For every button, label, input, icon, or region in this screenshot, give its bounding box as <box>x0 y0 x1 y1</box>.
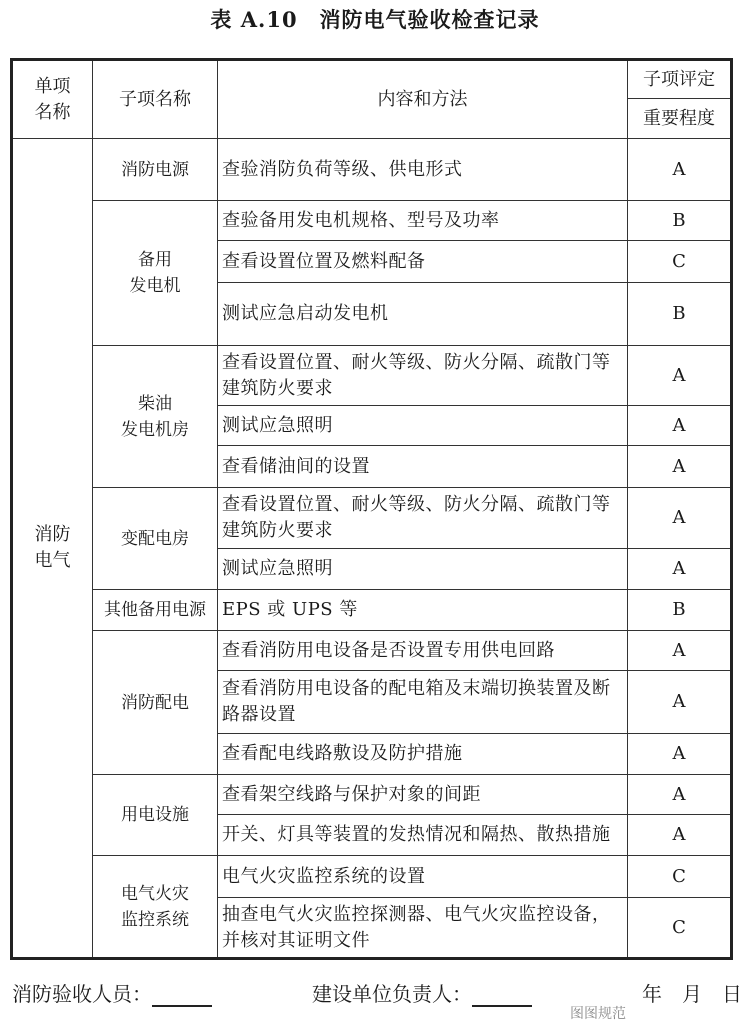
table-row <box>12 488 732 549</box>
content-cell: 电气火灾监控系统的设置 <box>218 856 628 898</box>
table-row <box>12 775 732 815</box>
sub-item-name-cell: 柴油 发电机房 <box>93 346 218 488</box>
content-cell: 查验消防负荷等级、供电形式 <box>218 139 628 201</box>
importance-cell: A <box>628 346 732 406</box>
inspector-label: 消防验收人员： <box>12 982 152 1006</box>
table-row <box>12 201 732 241</box>
importance-cell: B <box>628 590 732 631</box>
content-cell: 开关、灯具等装置的发热情况和隔热、散热措施 <box>218 815 628 856</box>
sub-item-name-cell: 备用 发电机 <box>93 201 218 346</box>
table-row <box>12 856 732 898</box>
sub-item-name-cell: 消防配电 <box>93 631 218 775</box>
table-row <box>12 139 732 201</box>
content-cell: 查看消防用电设备是否设置专用供电回路 <box>218 631 628 671</box>
table-row <box>12 590 732 631</box>
header-sub-item-name: 子项名称 <box>93 60 218 139</box>
importance-cell: B <box>628 283 732 346</box>
importance-cell: B <box>628 201 732 241</box>
header-content-method: 内容和方法 <box>218 60 628 139</box>
owner-signature <box>312 978 532 1007</box>
content-cell: EPS 或 UPS 等 <box>218 590 628 631</box>
sub-item-name-cell: 其他备用电源 <box>93 590 218 631</box>
header-item-name: 单项 名称 <box>12 60 93 139</box>
table-row <box>12 631 732 671</box>
content-cell: 抽查电气火灾监控探测器、电气火灾监控设备，并核对其证明文件 <box>218 898 628 959</box>
content-cell: 查看储油间的设置 <box>218 446 628 488</box>
content-cell: 测试应急照明 <box>218 406 628 446</box>
importance-cell: A <box>628 775 732 815</box>
signature-footer <box>12 978 742 1004</box>
inspector-signature <box>12 978 212 1007</box>
watermark: 图图规范 <box>570 1006 626 1022</box>
header-sub-item-rating: 子项评定 <box>628 60 732 99</box>
document-title: 表 A.10 消防电气验收检查记录 <box>210 7 540 32</box>
sub-item-name-cell: 消防电源 <box>93 139 218 201</box>
header-importance: 重要程度 <box>628 99 732 139</box>
importance-cell: A <box>628 139 732 201</box>
importance-cell: A <box>628 446 732 488</box>
importance-cell: A <box>628 406 732 446</box>
content-cell: 查看配电线路敷设及防护措施 <box>218 734 628 775</box>
content-cell: 测试应急照明 <box>218 549 628 590</box>
inspector-blank[interactable] <box>152 985 212 1007</box>
content-cell: 查看设置位置及燃料配备 <box>218 241 628 283</box>
table-row <box>12 346 732 406</box>
importance-cell: A <box>628 549 732 590</box>
sub-item-name-cell: 用电设施 <box>93 775 218 856</box>
importance-cell: A <box>628 488 732 549</box>
sub-item-name-cell: 变配电房 <box>93 488 218 590</box>
content-cell: 查看设置位置、耐火等级、防火分隔、疏散门等建筑防火要求 <box>218 488 628 549</box>
importance-cell: C <box>628 856 732 898</box>
importance-cell: C <box>628 898 732 959</box>
content-cell: 查看架空线路与保护对象的间距 <box>218 775 628 815</box>
content-cell: 查看消防用电设备的配电箱及末端切换装置及断路器设置 <box>218 671 628 734</box>
importance-cell: A <box>628 815 732 856</box>
owner-blank[interactable] <box>472 985 532 1007</box>
date-label: 年 月 日 <box>642 982 742 1006</box>
owner-label: 建设单位负责人： <box>312 982 472 1006</box>
content-cell: 测试应急启动发电机 <box>218 283 628 346</box>
inspection-table <box>10 58 733 960</box>
content-cell: 查看设置位置、耐火等级、防火分隔、疏散门等建筑防火要求 <box>218 346 628 406</box>
importance-cell: C <box>628 241 732 283</box>
item-name-cell: 消防 电气 <box>12 139 93 959</box>
importance-cell: A <box>628 734 732 775</box>
importance-cell: A <box>628 631 732 671</box>
importance-cell: A <box>628 671 732 734</box>
sub-item-name-cell: 电气火灾 监控系统 <box>93 856 218 959</box>
content-cell: 查验备用发电机规格、型号及功率 <box>218 201 628 241</box>
